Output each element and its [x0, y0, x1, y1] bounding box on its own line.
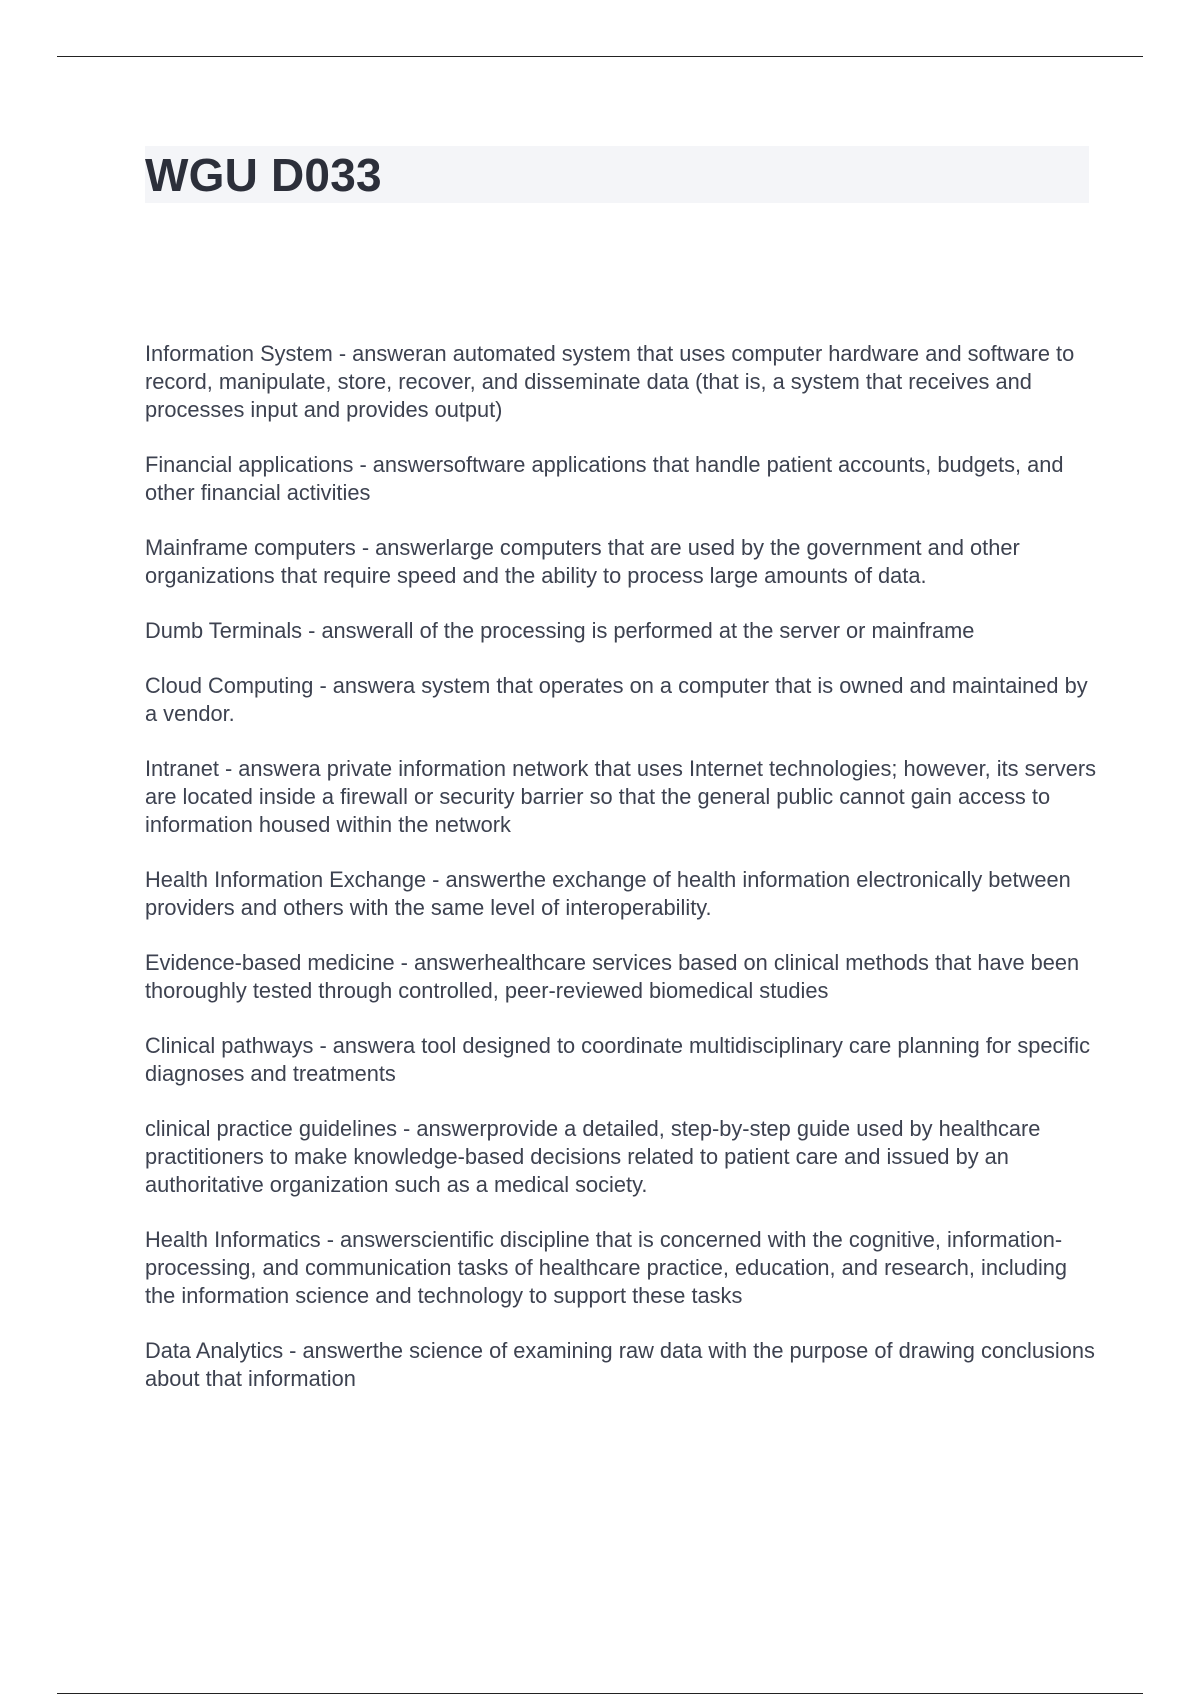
term-entry-cloud-computing: Cloud Computing - answera system that operates on a computer that is owned and maintained by a vendor. — [145, 673, 1088, 726]
term-entry-clinical-pathways: Clinical pathways - answera tool designed to coordinate multidisciplinary care planning for specific diagnoses and treatments — [145, 1033, 1091, 1086]
term-entry-mainframe-computers: Mainframe computers - answerlarge computers that are used by the government and other organizations that require speed and the ability to process large amounts of data. — [145, 535, 1020, 588]
term-entry-health-information-exchange: Health Information Exchange - answerthe exchange of health information electronically between providers and others with the same level of interoperability. — [145, 867, 1071, 920]
footer-divider — [57, 1693, 1143, 1694]
header-divider — [57, 56, 1143, 57]
term-entry-clinical-practice-guidelines: clinical practice guidelines - answerprovide a detailed, step-by-step guide used by healthcare practitioners to make knowledge-based decisions related to patient care and issued by an authoritative organization such as a medical society. — [145, 1116, 1041, 1197]
term-entry-evidence-based-medicine: Evidence-based medicine - answerhealthcare services based on clinical methods that have been thoroughly tested through controlled, peer-reviewed biomedical studies — [145, 950, 1080, 1003]
flashcard-list — [145, 340, 1097, 1420]
term-entry-health-informatics: Health Informatics - answerscientific discipline that is concerned with the cognitive, information-processing, and communication tasks of healthcare practice, education, and research, including the information science and technology to support these tasks — [145, 1227, 1068, 1308]
page-title: WGU D033 — [145, 149, 382, 201]
title-band — [145, 146, 1089, 203]
term-entry-information-system: Information System - answeran automated system that uses computer hardware and software to record, manipulate, store, recover, and disseminate data (that is, a system that receives and processes input and provides output) — [145, 341, 1075, 422]
term-entry-data-analytics: Data Analytics - answerthe science of examining raw data with the purpose of drawing conclusions about that information — [145, 1338, 1095, 1391]
term-entry-financial-applications: Financial applications - answersoftware applications that handle patient accounts, budgets, and other financial activities — [145, 452, 1064, 505]
term-entry-dumb-terminals: Dumb Terminals - answerall of the processing is performed at the server or mainframe — [145, 618, 975, 643]
term-entry-intranet: Intranet - answera private information network that uses Internet technologies; however, its servers are located inside a firewall or security barrier so that the general public cannot gain access to information housed within the network — [145, 756, 1097, 837]
